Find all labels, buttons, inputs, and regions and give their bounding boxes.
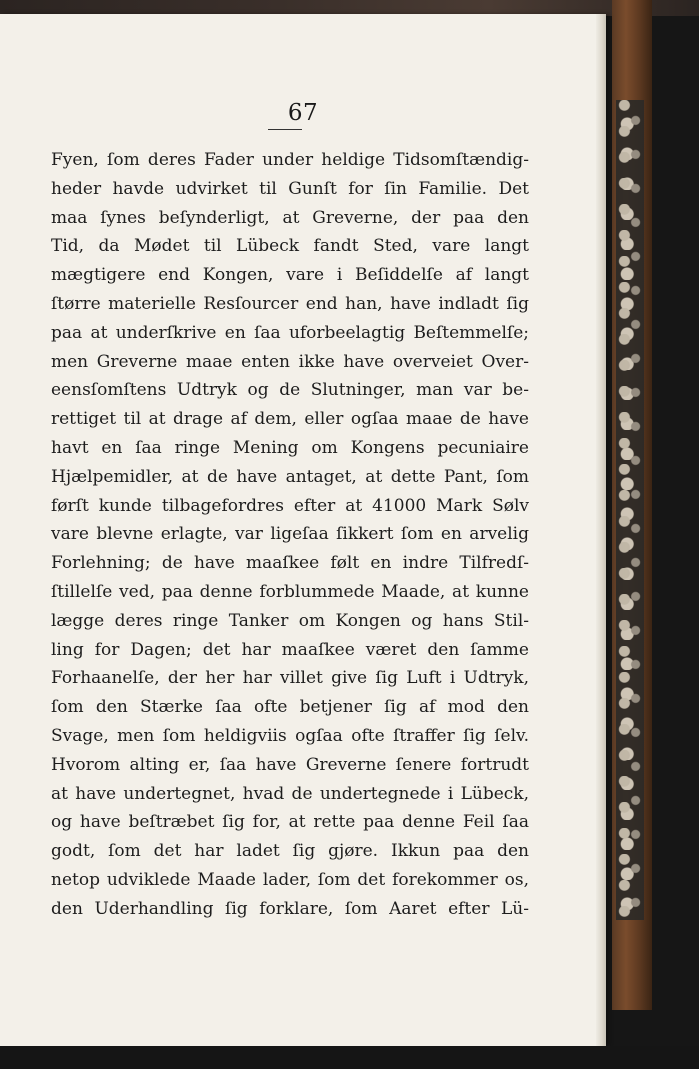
text-line: vare blevne erlagte, var ligeſaa ſikkert ſom en arvelig [51, 524, 529, 545]
text-line: at have undertegnet, hvad de undertegnede i Lübeck, [51, 783, 529, 804]
text-line: og have beſtræbet ſig for, at rette paa denne Feil ſaa [51, 812, 529, 833]
text-line: mægtigere end Kongen, vare i Beſiddelſe af langt [51, 265, 529, 286]
text-line: lægge deres ringe Tanker om Kongen og hans Stil- [51, 610, 529, 631]
text-line: Svage, men ſom heldigviis ogſaa ofte ſtraffer ſig ſelv. [51, 725, 529, 746]
text-line: men Greverne maae enten ikke have overveiet Over- [51, 351, 529, 372]
text-line: Hvorom alting er, ſaa have Greverne ſenere fortrudt [51, 754, 529, 775]
book-page [0, 14, 606, 1046]
text-line: Forhaanelſe, der her har villet give ſig Luft i Udtryk, [51, 668, 529, 689]
text-line: eensſomſtens Udtryk og de Slutninger, man var be- [51, 380, 529, 401]
text-line: rettiget til at drage af dem, eller ogſaa maae de have [51, 409, 529, 430]
page-number-rule [268, 129, 302, 130]
page-text-block [51, 146, 529, 924]
text-line: førſt kunde tilbagefordres efter at 41000 Mark Sølv [51, 495, 529, 516]
text-line: maa ſynes beſynderligt, at Greverne, der paa den [51, 207, 529, 228]
text-line: Fyen, ſom deres Fader under heldige Tidsomſtændig- [51, 150, 529, 170]
text-line: netop udviklede Maade lader, ſom det forekommer os, [51, 869, 529, 890]
text-line: Tid, da Mødet til Lübeck fandt Sted, vare langt [51, 236, 529, 257]
text-line: havt en ſaa ringe Mening om Kongens pecuniaire [51, 437, 529, 458]
text-line: ſtørre materielle Resſourcer end han, have indladt ſig [51, 293, 529, 314]
text-line: godt, ſom det har ladet ſig gjøre. Ikkun paa den [51, 841, 529, 862]
text-line: ling for Dagen; det har maaſkee været den ſamme [51, 639, 529, 660]
page-edge-shadow [596, 14, 606, 1046]
text-line: ſtillelſe ved, paa denne forblummede Maade, at kunne [51, 581, 529, 602]
text-line: paa at underſkrive en ſaa uforbeelagtig Beſtemmelſe; [51, 322, 529, 343]
text-line: Hjælpemidler, at de have antaget, at dette Pant, ſom [51, 466, 529, 487]
page-number: 67 [287, 100, 319, 126]
text-line: den Uderhandling ſig forklare, ſom Aaret efter Lü- [51, 898, 529, 919]
background-bottom [0, 1046, 699, 1069]
text-line: heder havde udvirket til Gunſt for ſin Familie. Det [51, 178, 529, 199]
marbled-endpaper [616, 100, 644, 920]
text-line: ſom den Stærke ſaa ofte betjener ſig af mod den [51, 697, 529, 718]
text-line: Forlehning; de have maaſkee følt en indre Tilfredſ- [51, 553, 529, 574]
